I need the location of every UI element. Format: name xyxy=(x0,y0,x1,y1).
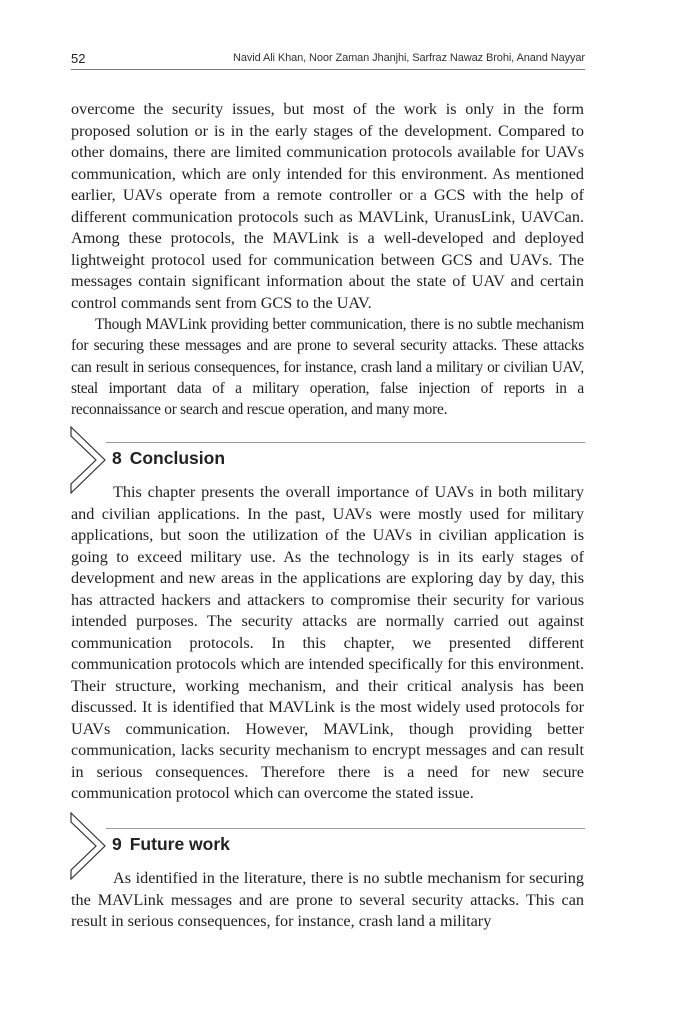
section-title: Future work xyxy=(129,834,230,854)
page-number: 52 xyxy=(71,51,86,66)
body-paragraph-2: Though MAVLink providing better communication, there is no subtle mechanism for securing these messages and are prone to several security attacks. These attacks can result in serious consequences, for instance, crash land a military or civilian UAV, steal important data of a military operation, false injection of reports in a reconnaissance or search and rescue operation, and many more. xyxy=(71,316,584,419)
section-heading xyxy=(112,448,225,469)
section-number: 9 xyxy=(112,834,122,854)
section-title: Conclusion xyxy=(129,448,226,468)
section-rule xyxy=(106,442,585,443)
section-rule xyxy=(106,828,585,829)
running-head-authors: Navid Ali Khan, Noor Zaman Jhanjhi, Sarfraz Nawaz Brohi, Anand Nayyar xyxy=(233,52,585,64)
conclusion-paragraph: This chapter presents the overall importance of UAVs in both military and civilian applications. In the past, UAVs were mostly used for military applications, but soon the utilization of the UAVs in civilian application is going to exceed military use. As the technology is in its early stages of development and new areas in the applications are exploring day by day, this has attracted hackers and attackers to compromise their security for various intended purposes. The security attacks are normally carried out against communication protocols. In this chapter, we presented different communication protocols which are intended specifically for this environment. Their structure, working mechanism, and their critical analysis has been discussed. It is identified that MAVLink is the most widely used protocols for UAVs communication. However, MAVLink, though providing better communication, lacks security mechanism to encrypt messages and can result in serious consequences. Therefore there is a need for new secure communication protocol which can overcome the stated issue. xyxy=(71,483,584,802)
section-number: 8 xyxy=(112,448,122,468)
body-paragraph-1: overcome the security issues, but most of the work is only in the form proposed solution or is in the early stages of the development. Compared to other domains, there are limited communication protocols available for UAVs communication, which are only intended for this environment. As mentioned earlier, UAVs operate from a remote controller or a GCS with the help of different communication protocols such as MAVLink, UranusLink, UAVCan. Among these protocols, the MAVLink is a well-developed and deployed lightweight protocol used for communication between GCS and UAVs. The messages contain significant information about the state of UAV and certain control commands sent from GCS to the UAV. xyxy=(71,100,584,312)
running-header xyxy=(71,50,585,70)
section-heading xyxy=(112,834,230,855)
future-work-paragraph: As identified in the literature, there is no subtle mechanism for securing the MAVLink messages and are prone to several security attacks. This can result in serious consequences, for instance, crash land a military xyxy=(71,869,584,930)
